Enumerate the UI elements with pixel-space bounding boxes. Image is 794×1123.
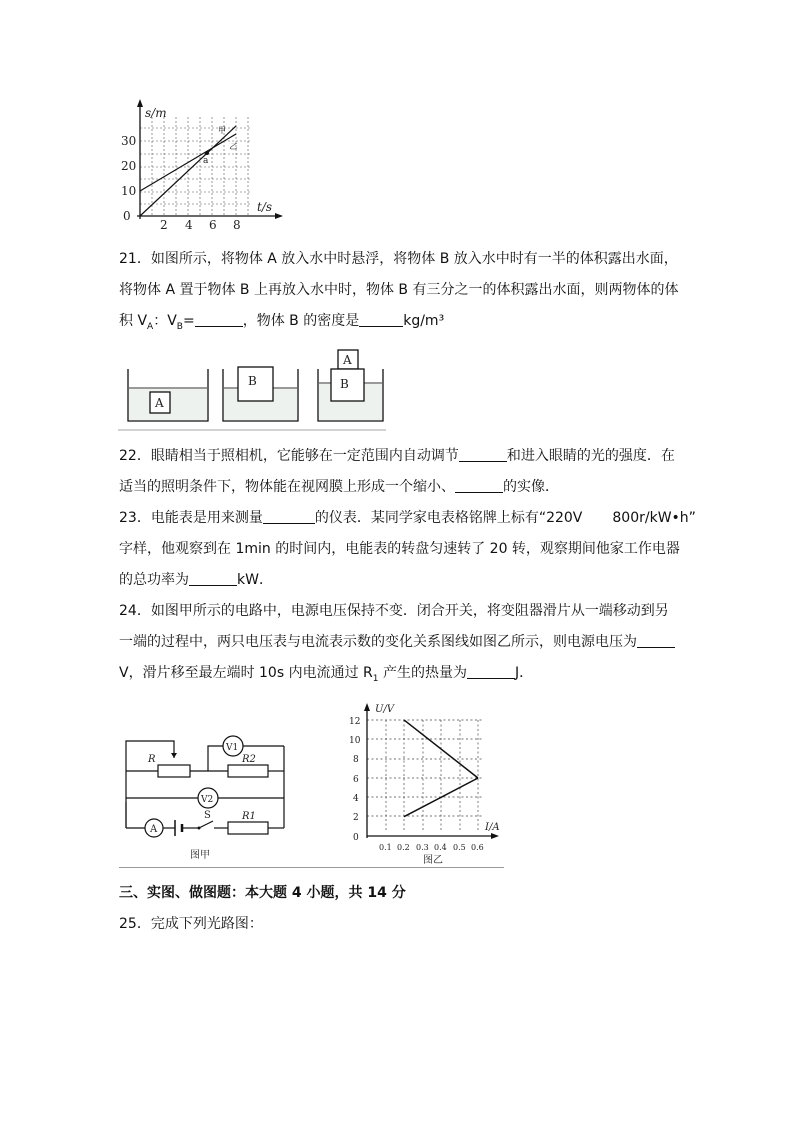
- r2-label: R2: [242, 754, 256, 765]
- q21-text: ：V: [153, 313, 177, 329]
- st-y-tick: 20: [121, 159, 137, 173]
- q24-line1: 24．如图甲所示的电路中，电源电压保持不变．闭合开关，将变阻器滑片从一端移动到另: [119, 603, 669, 619]
- rheostat-label: R: [148, 754, 156, 765]
- q22-line1: [119, 446, 675, 466]
- st-x-tick: 4: [185, 218, 193, 232]
- answer-blank[interactable]: [637, 633, 675, 648]
- q21-line2: 将物体 A 置于物体 B 上再放入水中时，物体 B 有三分之一的体积露出水面，则两物体的体: [119, 282, 679, 298]
- q24-text: J．: [514, 665, 534, 681]
- st-y-tick: 10: [121, 184, 137, 198]
- ui-caption: 图乙: [423, 855, 443, 866]
- q21-sub: B: [176, 321, 183, 332]
- line-jia-label: 甲: [218, 126, 226, 135]
- answer-blank[interactable]: [467, 664, 515, 679]
- intersection-point: [205, 151, 209, 155]
- circuit-caption: 图甲: [190, 850, 210, 861]
- ui-x-tick: 0.3: [416, 843, 429, 852]
- ui-x-tick: 0.5: [453, 843, 466, 852]
- st-x-tick: 6: [209, 218, 217, 232]
- q24-line2: [119, 632, 675, 652]
- q22-text: 的实像．: [503, 479, 559, 495]
- slider-arrow: [171, 753, 177, 758]
- q21-line1: 21．如图所示，将物体 A 放入水中时悬浮，将物体 B 放入水中时有一半的体积露出水面，: [119, 251, 678, 267]
- figure-divider: [119, 867, 504, 868]
- q21-text: =: [182, 313, 195, 329]
- block-b-label: B: [340, 377, 349, 391]
- st-x-tick: 8: [233, 218, 241, 232]
- answer-blank[interactable]: [189, 571, 237, 586]
- q24-line3: [119, 663, 533, 689]
- q25-line1: 25．完成下列光路图：: [119, 916, 263, 932]
- ui-x-tick: 0.1: [379, 843, 392, 852]
- q21-text: ，物体 B 的密度是: [242, 313, 360, 329]
- q23-line3: [119, 570, 273, 590]
- q21-sub: A: [147, 321, 154, 332]
- ui-y-tick: 0: [353, 833, 359, 843]
- resistor-r1: [228, 822, 268, 834]
- q23-text: 的仪表．某同学家电表格铭牌上标有“220V: [314, 510, 583, 526]
- line-yi-label: 乙: [229, 142, 237, 151]
- q24-sub: 1: [372, 673, 379, 684]
- q22-text: 和进入眼睛的光的强度．在: [506, 448, 675, 464]
- r1-label: R1: [242, 811, 256, 822]
- answer-blank[interactable]: [359, 312, 403, 327]
- block-a-label: A: [155, 396, 164, 410]
- resistor-r2: [228, 765, 268, 777]
- st-y-tick: 30: [121, 134, 137, 148]
- circuit-diagram: [118, 726, 296, 866]
- q24-text: 产生的热量为: [378, 665, 467, 681]
- q24-text: 一端的过程中，两只电压表与电流表示数的变化关系图线如图乙所示，则电源电压为: [119, 634, 637, 650]
- ui-x-tick: 0.2: [397, 843, 410, 852]
- ui-y-tick: 4: [353, 794, 359, 804]
- ui-y-arrow: [364, 703, 370, 711]
- q22-line2: [119, 477, 559, 497]
- block-a-label: A: [343, 353, 352, 367]
- st-y-label: s/m: [145, 106, 167, 120]
- answer-blank[interactable]: [195, 312, 243, 327]
- answer-blank[interactable]: [455, 478, 503, 493]
- st-y-arrow: [137, 99, 143, 107]
- q23-line2: 字样，他观察到在 1min 的时间内，电能表的转盘匀速转了 20 转，观察期间他家工作电器: [119, 541, 680, 557]
- q23-text: 的总功率为: [119, 572, 189, 588]
- ui-y-tick: 2: [353, 813, 359, 823]
- q23-text: kW．: [237, 572, 273, 588]
- ui-x-tick: 0.4: [434, 843, 447, 852]
- q22-text: 适当的照明条件下，物体能在视网膜上形成一个缩小、: [119, 479, 455, 495]
- q24-text: V，滑片移至最左端时 10s 内电流通过 R: [119, 665, 373, 681]
- q21-text: 积 V: [119, 313, 148, 329]
- st-x-tick: 2: [160, 218, 168, 232]
- answer-blank[interactable]: [263, 509, 315, 524]
- switch-label: S: [204, 810, 211, 821]
- st-graph: [115, 97, 295, 232]
- answer-blank[interactable]: [459, 447, 507, 462]
- q21-line3: [119, 311, 444, 337]
- q23-line1: [119, 508, 696, 528]
- switch-s: [199, 821, 213, 828]
- q23-text: 23．电能表是用来测量: [119, 510, 263, 526]
- ui-graph: [345, 700, 505, 868]
- st-x-arrow: [275, 213, 283, 219]
- rheostat-r: [158, 765, 190, 777]
- ammeter-label: A: [150, 824, 158, 835]
- q21-text: kg/m³: [403, 313, 445, 329]
- v2-label: V2: [201, 795, 214, 805]
- q23-text: 800r/kW•h”: [612, 510, 696, 526]
- v1-label: V1: [226, 743, 239, 753]
- ui-x-arrow: [491, 833, 499, 839]
- ui-x-label: I/A: [485, 822, 500, 833]
- series-line-v1: [404, 720, 478, 778]
- ui-y-tick: 10: [349, 736, 361, 746]
- st-x-label: t/s: [257, 200, 273, 214]
- point-a-label: a: [203, 156, 209, 166]
- st-y-tick: 0: [123, 209, 131, 223]
- block-b-label: B: [248, 374, 257, 388]
- ui-y-label: U/V: [375, 704, 395, 715]
- ui-x-tick: 0.6: [471, 843, 484, 852]
- ui-y-tick: 12: [349, 717, 361, 727]
- beakers-figure: [118, 347, 388, 433]
- ui-y-tick: 6: [353, 775, 359, 785]
- q22-text: 22．眼睛相当于照相机，它能够在一定范围内自动调节: [119, 448, 459, 464]
- section-title: 三、实图、做图题：本大题 4 小题，共 14 分: [119, 885, 406, 901]
- wire: [208, 746, 223, 771]
- ui-y-tick: 8: [353, 755, 359, 765]
